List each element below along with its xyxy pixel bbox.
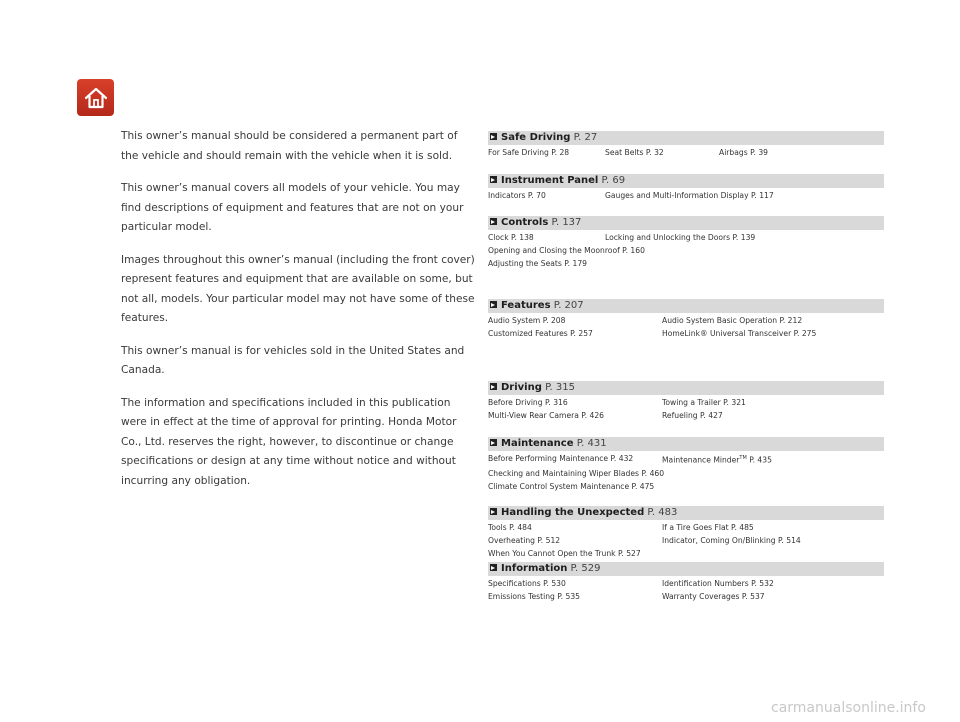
toc-link[interactable]: When You Cannot Open the Trunk P. 527 (488, 549, 641, 558)
toc-link[interactable]: Climate Control System Maintenance P. 475 (488, 481, 655, 491)
toc-link[interactable]: Audio System P. 208 (488, 316, 566, 325)
home-button[interactable] (77, 79, 114, 116)
toc-header-information[interactable]: Information P. 529 (488, 562, 884, 576)
toc-section-handling-the-unexpected (488, 506, 884, 560)
arrow-icon (490, 508, 497, 515)
home-icon (83, 85, 109, 111)
toc-section-information (488, 562, 884, 603)
toc-header-handling-the-unexpected[interactable]: Handling the Unexpected P. 483 (488, 506, 884, 520)
toc-link[interactable]: Before Performing Maintenance P. 432 (488, 454, 634, 463)
intro-paragraph-5: The information and specifications included in this publication were in effect at the time of approval for printing. Honda Motor Co., Ltd. reserves the right, however, to discontinue or change specifications or design at any time without notice and without incurring any obligation. (121, 396, 457, 487)
toc-link[interactable]: HomeLink® Universal Transceiver P. 275 (662, 329, 817, 338)
toc-header-features[interactable]: Features P. 207 (488, 299, 884, 313)
toc-link[interactable]: If a Tire Goes Flat P. 485 (662, 523, 754, 532)
toc-link[interactable]: Identification Numbers P. 532 (662, 579, 774, 588)
intro-paragraph-4: This owner’s manual is for vehicles sold in the United States and Canada. (121, 344, 465, 376)
toc-link[interactable]: Customized Features P. 257 (488, 329, 593, 338)
toc-section-driving (488, 381, 884, 422)
toc-link[interactable]: Opening and Closing the Moonroof P. 160 (488, 246, 645, 255)
toc-link[interactable]: Clock P. 138 (488, 233, 534, 242)
toc-link[interactable]: Airbags P. 39 (719, 148, 768, 157)
toc-link[interactable]: Seat Belts P. 32 (605, 148, 664, 157)
arrow-icon (490, 176, 497, 183)
toc-header-instrument-panel[interactable]: Instrument Panel P. 69 (488, 174, 884, 188)
intro-paragraph-3: Images throughout this owner’s manual (including the front cover) represent features and equipment that are available on some, but not all, models. Your particular model may not have some of these features. (121, 253, 475, 324)
toc-link[interactable]: Refueling P. 427 (662, 411, 723, 420)
arrow-icon (490, 133, 497, 140)
arrow-icon (490, 439, 497, 446)
toc-section-instrument-panel (488, 174, 884, 202)
watermark: carmanualsonline.info (771, 700, 926, 716)
arrow-icon (490, 564, 497, 571)
toc-header-maintenance[interactable]: Maintenance P. 431 (488, 437, 884, 451)
toc-link[interactable]: Tools P. 484 (488, 523, 532, 532)
toc-link[interactable]: Gauges and Multi-Information Display P. 117 (605, 191, 774, 200)
toc-header-safe-driving[interactable]: Safe Driving P. 27 (488, 131, 884, 145)
intro-text (121, 127, 476, 504)
toc-link[interactable]: Maintenance Minder™ P. 435 (662, 455, 772, 465)
intro-paragraph-2: This owner’s manual covers all models of your vehicle. You may find descriptions of equipment and features that are not on your particular model. (121, 182, 464, 233)
toc-link[interactable]: Checking and Maintaining Wiper Blades P. 460 (488, 468, 665, 478)
toc-section-safe-driving (488, 131, 884, 159)
toc-link[interactable]: Indicator, Coming On/Blinking P. 514 (662, 536, 801, 545)
toc-link[interactable]: Warranty Coverages P. 537 (662, 592, 765, 601)
toc-header-driving[interactable]: Driving P. 315 (488, 381, 884, 395)
toc-link[interactable]: Adjusting the Seats P. 179 (488, 259, 587, 268)
arrow-icon (490, 383, 497, 390)
toc-link[interactable]: Multi-View Rear Camera P. 426 (488, 411, 605, 420)
toc-link[interactable]: Locking and Unlocking the Doors P. 139 (605, 233, 756, 242)
toc-link[interactable]: Specifications P. 530 (488, 579, 566, 588)
toc-header-controls[interactable]: Controls P. 137 (488, 216, 884, 230)
arrow-icon (490, 218, 497, 225)
toc-link[interactable]: Towing a Trailer P. 321 (662, 398, 746, 407)
toc-link[interactable]: Indicators P. 70 (488, 191, 546, 200)
toc-link[interactable]: For Safe Driving P. 28 (488, 148, 570, 157)
toc-section-maintenance (488, 437, 884, 493)
toc-section-features (488, 299, 884, 340)
toc-link[interactable]: Overheating P. 512 (488, 536, 561, 545)
toc-link[interactable]: Audio System Basic Operation P. 212 (662, 316, 803, 325)
intro-paragraph-1: This owner’s manual should be considered a permanent part of the vehicle and should remain with the vehicle when it is sold. (121, 130, 458, 162)
arrow-icon (490, 301, 497, 308)
toc-link[interactable]: Before Driving P. 316 (488, 398, 568, 407)
toc-link[interactable]: Emissions Testing P. 535 (488, 592, 580, 601)
toc-section-controls (488, 216, 884, 270)
